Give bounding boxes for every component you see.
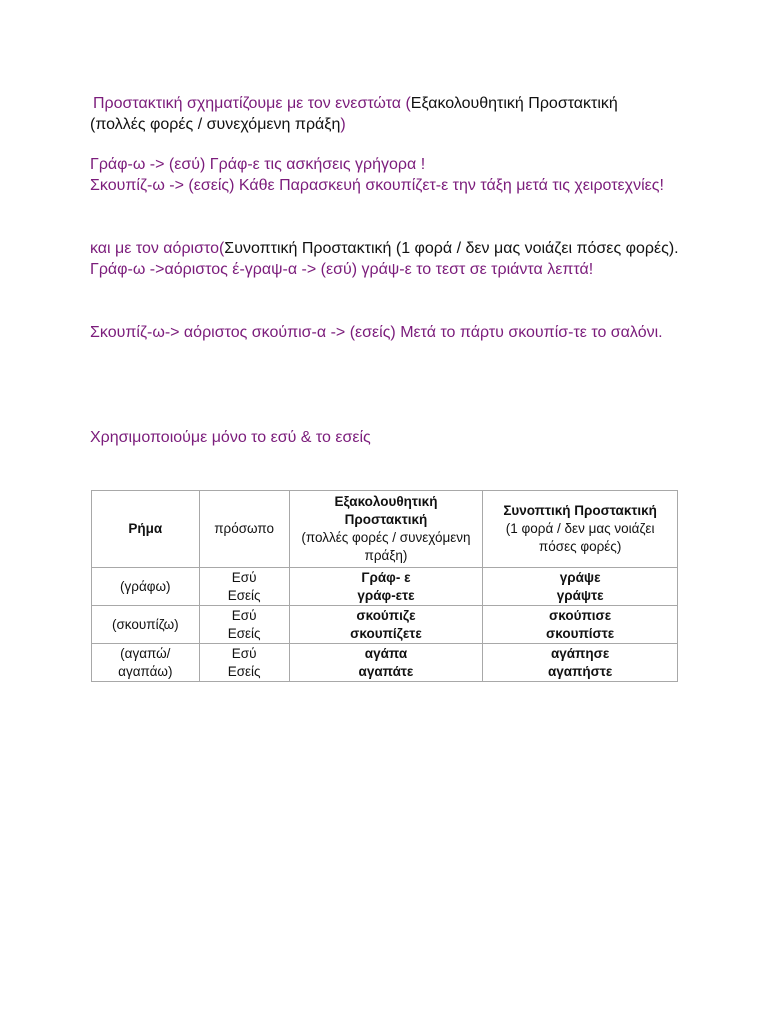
form-aorist-pl: γράψτε <box>556 587 604 603</box>
aorist-black-text: Συνοπτική Προστακτική (1 φορά / δεν μας νοιάζει πόσες φορές). <box>224 240 679 257</box>
header-aorist-title: Συνοπτική Προστακτική <box>503 503 657 518</box>
person-eseis: Εσείς <box>227 625 261 641</box>
cell-aorist <box>483 568 678 606</box>
form-aorist-sg: σκούπισε <box>549 607 612 623</box>
cell-person <box>199 606 289 644</box>
aorist-purple-lead: και με τον αόριστο( <box>90 240 225 257</box>
form-continuous-pl: αγαπάτε <box>358 663 414 679</box>
person-eseis: Εσείς <box>227 587 261 603</box>
intro-purple-close: ) <box>340 116 346 133</box>
table-row <box>92 644 678 682</box>
header-person: πρόσωπο <box>199 491 289 568</box>
form-aorist-pl: αγαπήστε <box>547 663 613 679</box>
cell-continuous <box>289 644 483 682</box>
intro-black-text-b: (πολλές φορές / συνεχόμενη πράξη <box>90 116 341 133</box>
paragraph-aorist-intro <box>90 238 700 280</box>
form-aorist-sg: αγάπησε <box>550 645 610 661</box>
paragraph-present-examples <box>90 154 700 196</box>
persons-note-text: Χρησιμοποιούμε μόνο το εσύ & το εσείς <box>90 429 371 446</box>
cell-verb: (αγαπώ/ αγαπάω) <box>92 644 200 682</box>
example-line-grafo: Γράφ-ω -> (εσύ) Γράφ-ε τις ασκήσεις γρήγορα ! <box>90 156 426 173</box>
cell-aorist <box>483 606 678 644</box>
form-continuous-pl: γράφ-ετε <box>357 587 415 603</box>
paragraph-aorist-skoupizo <box>90 322 700 343</box>
form-continuous-sg: σκούπιζε <box>356 607 416 623</box>
header-verb: Ρήμα <box>92 491 200 568</box>
form-continuous-sg: αγάπα <box>364 645 408 661</box>
imperative-table <box>91 490 678 682</box>
header-aorist <box>483 491 678 568</box>
table-row <box>92 568 678 606</box>
form-continuous-sg: Γράφ- ε <box>361 569 411 585</box>
intro-black-text-a: Εξακολουθητική Προστακτική <box>410 95 618 112</box>
cell-person <box>199 644 289 682</box>
cell-verb: (σκουπίζω) <box>92 606 200 644</box>
example-line-skoupizo: Σκουπίζ-ω -> (εσείς) Κάθε Παρασκευή σκουπίζετ-ε την τάξη μετά τις χειροτεχνίες! <box>90 177 664 194</box>
header-continuous-title-1: Εξακολουθητική <box>334 494 438 509</box>
paragraph-persons-note <box>90 427 700 448</box>
cell-verb: (γράφω) <box>92 568 200 606</box>
paragraph-imperative-intro <box>90 93 700 135</box>
aorist-example-skoupizo: Σκουπίζ-ω-> αόριστος σκούπισ-α -> (εσείς) Μετά το πάρτυ σκουπίσ-τε το σαλόνι. <box>90 324 663 341</box>
header-continuous-note: (πολλές φορές / συνεχόμενη πράξη) <box>301 530 471 563</box>
form-aorist-pl: σκουπίστε <box>546 625 615 641</box>
form-aorist-sg: γράψε <box>559 569 601 585</box>
aorist-example-grafo: Γράφ-ω ->αόριστος έ-γραψ-α -> (εσύ) γράψ-ε το τεστ σε τριάντα λεπτά! <box>90 261 594 278</box>
person-esy: Εσύ <box>231 607 257 623</box>
table-row <box>92 606 678 644</box>
table-header-row <box>92 491 678 568</box>
person-esy: Εσύ <box>231 645 257 661</box>
form-continuous-pl: σκουπίζετε <box>350 625 422 641</box>
header-continuous-title-2: Προστακτική <box>344 512 428 527</box>
cell-person <box>199 568 289 606</box>
cell-continuous <box>289 606 483 644</box>
person-eseis: Εσείς <box>227 663 261 679</box>
header-aorist-note: (1 φορά / δεν μας νοιάζει πόσες φορές) <box>505 521 655 554</box>
person-esy: Εσύ <box>231 569 257 585</box>
intro-purple-text: Προστακτική σχηματίζουμε με τον ενεστώτα ( <box>93 95 411 112</box>
cell-continuous <box>289 568 483 606</box>
cell-aorist <box>483 644 678 682</box>
header-continuous <box>289 491 483 568</box>
